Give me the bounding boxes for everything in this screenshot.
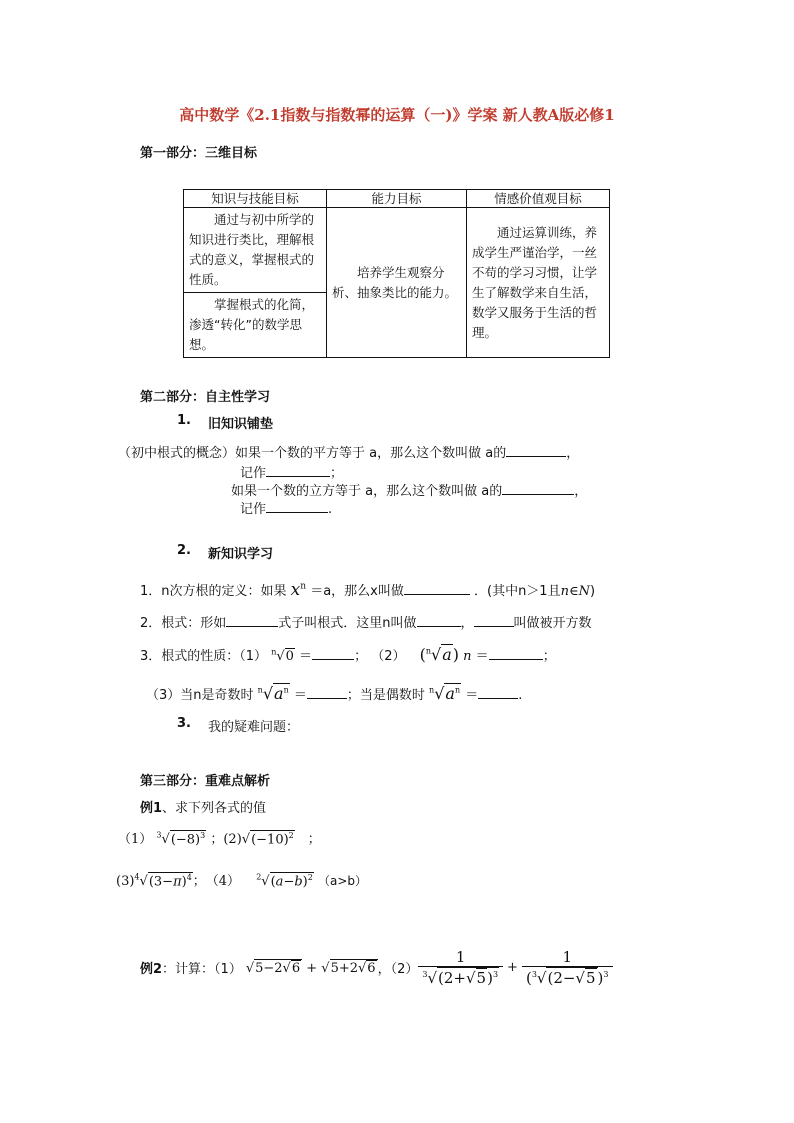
formula-root-a-minus-b-squared: $^2√(a-b)^2$ [256,872,313,889]
blank-radicand [474,615,514,627]
blank-root-power [489,648,543,660]
blank-cube-root [502,483,574,495]
definition-line2 [140,612,592,631]
definition-line3: 3．根式的性质：（1） $^n$√0 ＝ ； （2） ($^n$√a) n ＝ ； [140,645,556,664]
blank-square-root [506,445,566,457]
blank-nth-root [404,583,470,595]
old-knowledge-line2: 记作 ； [240,466,344,481]
old-knowledge-line3: 如果一个数的立方等于 a，那么这个数叫做 a的 ， [231,484,588,499]
blank-square-notation [266,465,330,477]
example2-label: 例2 [140,962,163,977]
cell-emotion: 通过运算训练，养成学生严谨治学，一丝不苟的学习习惯，让学生了解数学来自生活，数学又服务于生活的哲理。 [467,208,610,358]
ex1-q1-label: （1） [118,832,153,847]
formula-sum-of-roots: √5−2√6 + √5+2√6 [245,961,376,976]
header-ability: 能力目标 [327,190,467,208]
formula-cube-root-neg8-cubed: $^3√(-8)^3$ [156,830,206,847]
line4-text: 记作 [240,502,267,517]
document-title: 高中数学《2.1指数与指数幂的运算（一)》学案 新人教A版必修1 [179,106,615,124]
item1-number: 1. [177,413,191,428]
item3-title: 我的疑难问题： [208,720,300,735]
blank-radical-form [226,615,278,627]
old-knowledge-line4: 记作 . [240,502,333,517]
formula-root-a-n-odd: $^n√a^n$ [257,684,289,703]
header-emotion: 情感价值观目标 [467,190,610,208]
def3-text-b: （2） [371,649,406,664]
ex1-q4-label: ； （4） [192,874,241,889]
example2-text: ：计算：（1） [162,962,242,977]
def2-text-d: 叫做被开方数 [513,616,592,631]
def1-text-c: ．(其中n＞1且 [474,584,561,599]
blank-odd-case [307,687,347,699]
definition-line4: （3）当n是奇数时 $^n√a^n$ ＝ ；当是偶数时 $^n√a^n$ ＝ . [146,684,523,703]
example2-row: 例2 ：计算：（1） √5−2√6 + √5+2√6 ，（2） $\frac{1}{^3√(2+√5)^3}$ + $\frac{1}{(^3√(2-√5 )^3}$ [140,948,613,987]
formula-fourth-root-3-minus-pi: $^4√(3-\pi)^4$ [134,872,192,889]
example1-row1: （1） $^3√(-8)^3$ ；$(2)√(-10)^2$ ； [118,830,321,847]
item2-title: 新知识学习 [208,547,274,562]
blank-cube-notation [266,501,328,513]
def1-text-b: ＝a，那么x叫做 [310,584,404,599]
exponent-n: n [463,649,472,664]
cell-ability: 培养学生观察分析、抽象类比的能力。 [327,208,467,358]
blank-root-zero [312,648,354,660]
header-knowledge: 知识与技能目标 [184,190,327,208]
formula-root-a-power-n: ($^n$√a) [419,645,460,664]
def2-text-c: ， [460,616,474,631]
part1-heading: 第一部分：三维目标 [140,146,258,161]
goals-table [183,189,610,358]
formula-root-a-n-even: $^n√a^n$ [429,684,461,703]
example1-text: 、求下列各式的值 [162,801,267,816]
example1-row2 [116,870,367,889]
formula-fraction-1: $\frac{1}{^3√(2+√5)^3}$ [418,948,503,987]
blank-root-index [417,615,461,627]
def2-text-b: 式子叫根式．这里n叫做 [278,616,417,631]
example1-heading [140,797,266,816]
ex1-q3-label: (3) [116,874,135,889]
blank-even-case [478,687,518,699]
item3-number: 3. [177,716,191,731]
def4-text-a: （3）当n是奇数时 [146,688,254,703]
cell-knowledge-2: 掌握根式的化简，渗透“转化”的数学思想。 [184,293,327,358]
line3-text: 如果一个数的立方等于 a，那么这个数叫做 a的 [231,484,503,499]
cell-knowledge-1: 通过与初中所学的知识进行类比，理解根式的意义，掌握根式的性质。 [184,208,327,293]
definition-line1: 1．n次方根的定义：如果 $x^n =a$，那么x叫做 ．(其中n＞1且n∈N) [140,580,596,600]
example1-label: 例1 [140,801,163,816]
ex1-condition: （a>b） [317,874,368,888]
line1-text: （初中根式的概念）如果一个数的平方等于 a，那么这个数叫做 a的 [118,446,507,461]
formula-sqrt-neg10-squared: $√(-10)^2$ [241,830,294,847]
def3-text-a: 3．根式的性质：（1） [140,649,268,664]
example2-mid: ，（2） [377,962,419,977]
formula-x-power-n: $x^n$ [290,580,307,600]
def2-text-a: 2．根式：形如 [140,616,227,631]
formula-nth-root-zero: $^n$√0 [271,647,294,664]
part3-heading: 第三部分：重难点解析 [140,774,271,789]
old-knowledge-line1: （初中根式的概念）如果一个数的平方等于 a，那么这个数叫做 a的 ， [118,446,580,461]
formula-n-in-N: n∈N [560,584,590,599]
item1-title: 旧知识铺垫 [208,417,274,432]
line2-text: 记作 [240,466,267,481]
def1-text-a: 1．n次方根的定义：如果 [140,584,287,599]
formula-fraction-2: $\frac{1}{(^3√(2-√5 )^3}$ [522,948,613,987]
ex1-q2-label: ；(2) [210,832,242,847]
def4-text-b: 当是偶数时 [359,688,425,703]
part2-heading: 第二部分：自主性学习 [140,390,271,405]
item2-number: 2. [177,543,191,558]
